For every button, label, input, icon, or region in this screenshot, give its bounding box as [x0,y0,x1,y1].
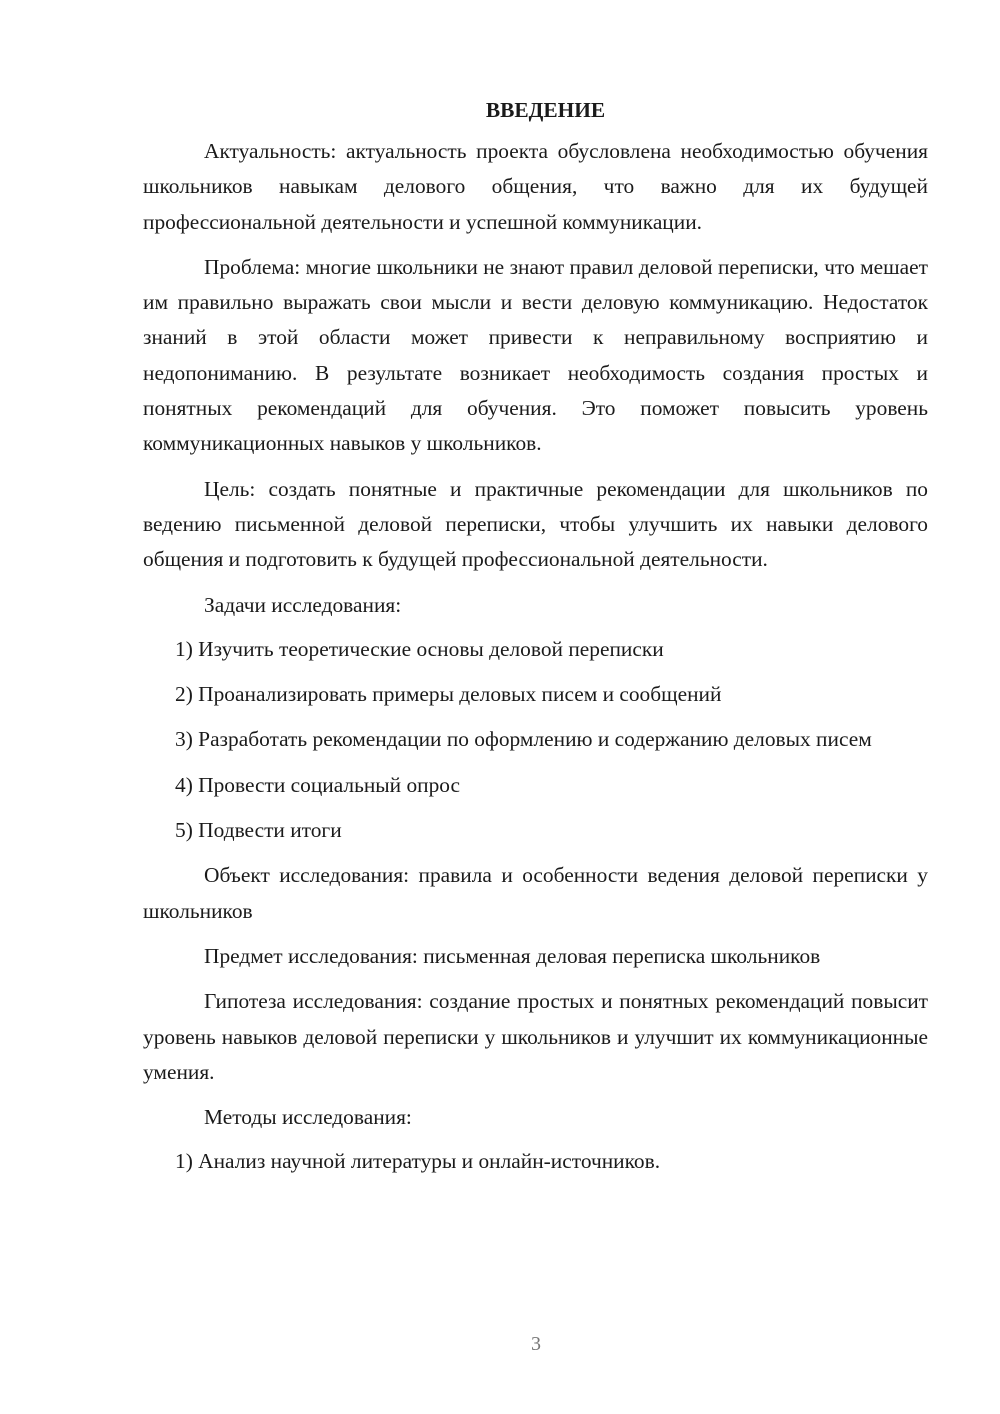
task-item: 5) Подвести итоги [175,818,342,843]
task-item: 1) Изучить теоретические основы деловой переписки [175,636,664,661]
methods-heading: Методы исследования: [204,1105,412,1130]
task-item: 2) Проанализировать примеры деловых писем и сообщений [175,682,722,707]
task-item: 3) Разработать рекомендации по оформлению и содержанию деловых писем [175,727,872,752]
subject-paragraph: Предмет исследования: письменная деловая переписка школьников [204,943,821,968]
problem-paragraph: Проблема: многие школьники не знают правил деловой переписки, что мешает им правильно выражать свои мысли и вести деловую коммуникацию. Недостаток знаний в этой области может привести к неправильному восприятию и недопониманию. В результате возникает необходимость создания простых и понятных рекомендаций для обучения. Это поможет повысить уровень коммуникационных навыков у школьников. [143,254,928,456]
document-page [143,93,928,1190]
task-item: 4) Провести социальный опрос [175,772,461,797]
hypothesis-paragraph: Гипотеза исследования: создание простых и понятных рекомендаций повысит уровень навыков деловой переписки у школьников и улучшит их коммуникационные умения. [143,989,928,1084]
relevance-paragraph: Актуальность: актуальность проекта обусловлена необходимостью обучения школьников навыкам делового общения, что важно для их будущей профессиональной деятельности и успешной коммуникации. [143,139,928,234]
goal-paragraph: Цель: создать понятные и практичные рекомендации для школьников по ведению письменной деловой переписки, чтобы улучшить их навыки делового общения и подготовить к будущей профессиональной деятельности. [143,476,928,572]
page-number: 3 [531,1333,541,1355]
method-item: 1) Анализ научной литературы и онлайн-источников. [175,1149,661,1174]
tasks-heading: Задачи исследования: [204,592,402,617]
section-heading: ВВЕДЕНИЕ [485,98,606,122]
object-paragraph: Объект исследования: правила и особенности ведения деловой переписки у школьников [143,863,928,923]
